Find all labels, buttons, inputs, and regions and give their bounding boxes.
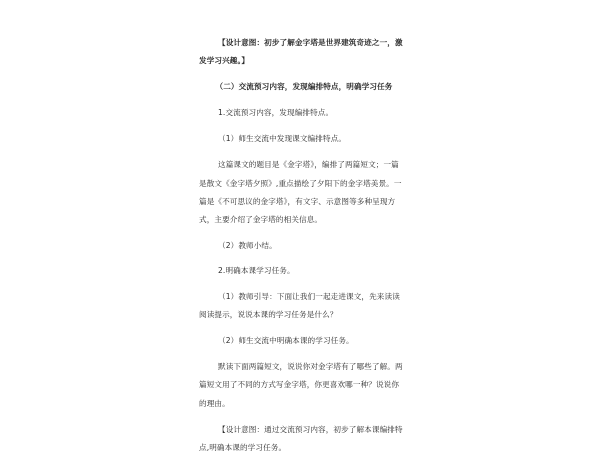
- design-intent-line: 点,明确本课的学习任务。: [199, 442, 287, 452]
- paragraph-line: 篇短文用了不同的方式写金字塔，你更喜欢哪一种？说说你: [199, 380, 400, 390]
- paragraph-line: 的理由。: [199, 398, 230, 408]
- paragraph-line: 篇是《不可思议的金字塔》，有文字、示意图等多种呈现方: [199, 196, 396, 206]
- paragraph-line: 式，主要介绍了金字塔的相关信息。: [199, 214, 323, 224]
- sub-step: （2）教师小结。: [218, 240, 277, 250]
- sub-step: （2）师生交流中明确本课的学习任务。: [218, 336, 354, 346]
- design-intent-line: 【设计意图：初步了解金字塔是世界建筑奇迹之一，激: [218, 38, 403, 47]
- step-heading: 1.交流预习内容，发现编排特点。: [218, 108, 334, 118]
- paragraph-line: 这篇课文的题目是《金字塔》，编排了两篇短文；一篇: [218, 160, 399, 170]
- paragraph-line: 默读下面两篇短文，说说你对金字塔有了哪些了解。两: [218, 362, 403, 372]
- sub-step: （1）师生交流中发现课文编排特点。: [218, 134, 347, 144]
- design-intent-line: 【设计意图：通过交流预习内容，初步了解本课编排特: [218, 424, 403, 434]
- document-body: [199, 34, 409, 457]
- paragraph-line: （1）教师引导：下面让我们一起走进课文，先来读读: [218, 292, 400, 302]
- paragraph-line: 是散文《金字塔夕照》,重点描绘了夕阳下的金字塔美景。一: [199, 178, 402, 188]
- paragraph-line: 阅读提示，说说本课的学习任务是什么？: [199, 310, 338, 320]
- design-intent-line: 发学习兴趣。】: [199, 56, 250, 66]
- step-heading: 2.明确本课学习任务。: [218, 265, 295, 275]
- section-heading: （二）交流预习内容，发现编排特点，明确学习任务: [215, 82, 393, 92]
